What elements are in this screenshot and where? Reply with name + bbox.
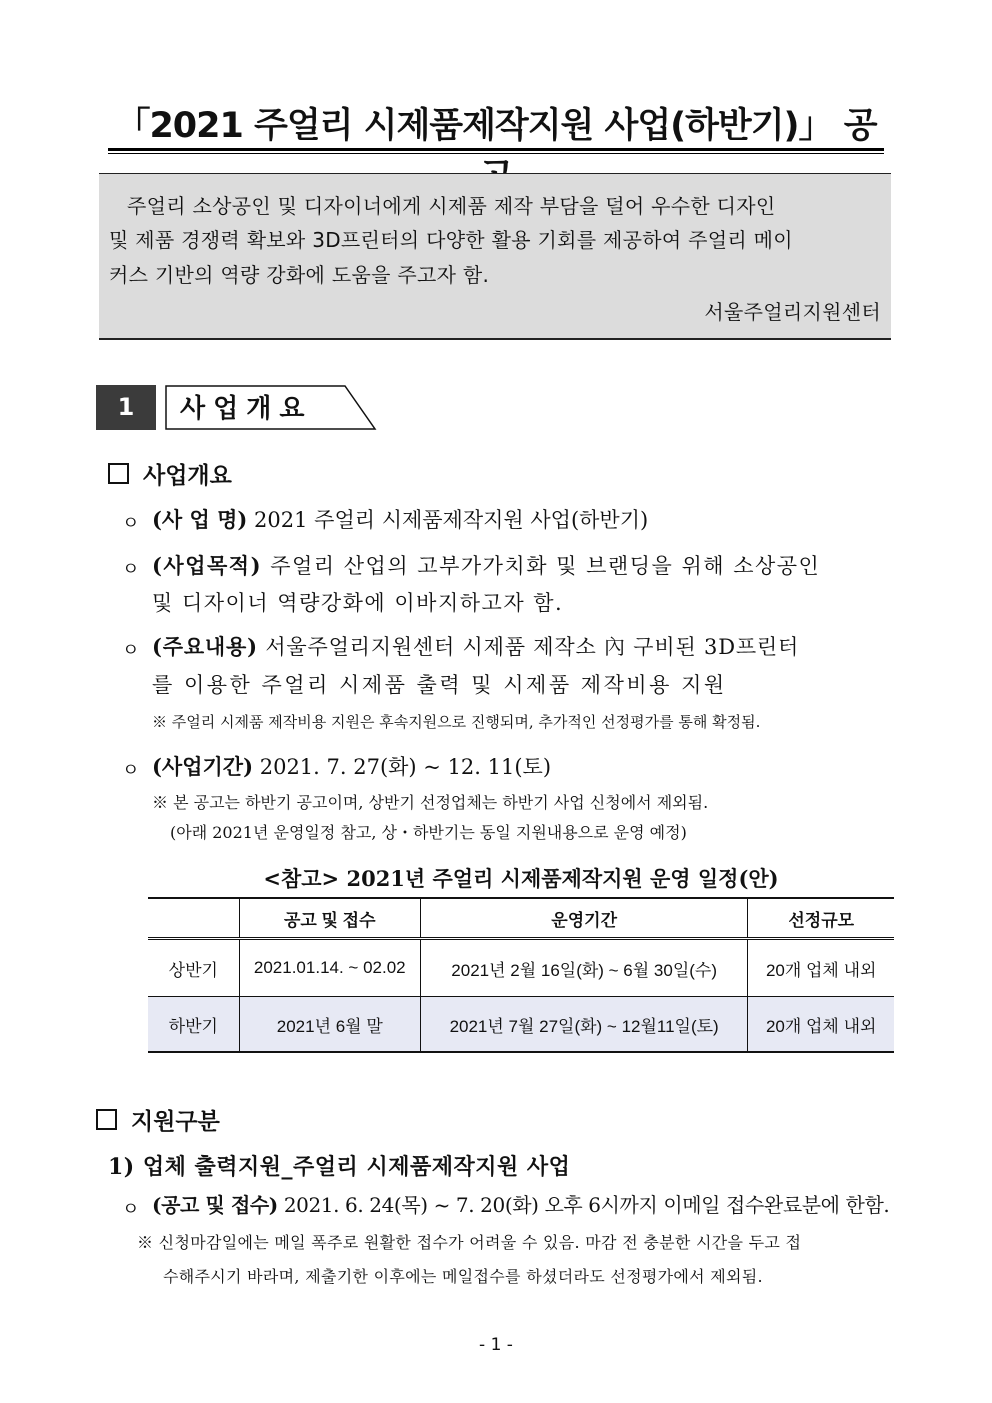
table-header-cell — [148, 898, 239, 939]
table-cell: 상반기 — [148, 939, 239, 997]
page-number: - 1 - — [479, 1335, 513, 1355]
support-subheading: 1) 업체 출력지원_주얼리 시제품제작지원 사업 — [108, 1154, 571, 1180]
table-cell: 하반기 — [148, 997, 239, 1053]
checkbox-square-icon — [96, 1109, 117, 1130]
schedule-table — [148, 897, 894, 1053]
table-row — [148, 939, 894, 997]
table-cell: 2021년 6월 말 — [239, 997, 420, 1053]
support-note-line-2: 수해주시기 바라며, 제출기한 이후에는 메일접수를 하셨더라도 선정평가에서 제외됨. — [163, 1267, 763, 1286]
title-underline-thin — [108, 153, 884, 154]
table-header-cell: 운영기간 — [420, 898, 747, 939]
bullet-icon: ㅇ — [122, 513, 140, 534]
section-label: 사업개요 — [180, 394, 313, 424]
table-cell: 20개 업체 내외 — [748, 997, 894, 1053]
bullet-icon: ㅇ — [122, 559, 140, 580]
bullet-icon: ㅇ — [122, 1199, 140, 1220]
schedule-table-title: <참고> 2021년 주얼리 시제품제작지원 운영 일정(안) — [263, 866, 779, 891]
section-number-badge: 1 — [96, 385, 156, 430]
overview-item-purpose: (사업목적) 주얼리 산업의 고부가가치화 및 브랜딩을 위해 소상공인 — [152, 553, 821, 578]
summary-line-1: 주얼리 소상공인 및 디자이너에게 시제품 제작 부담을 덜어 우수한 디자인 — [127, 194, 776, 218]
overview-item-purpose-cont: 및 디자이너 역량강화에 이바지하고자 함. — [152, 591, 564, 615]
table-cell: 2021년 2월 16일(화) ~ 6월 30일(수) — [420, 939, 747, 997]
support-heading: 지원구분 — [96, 1103, 220, 1136]
summary-line-3: 커스 기반의 역량 강화에 도움을 주고자 함. — [109, 263, 490, 287]
table-cell: 2021.01.14. ~ 02.02 — [239, 939, 420, 997]
overview-heading: 사업개요 — [108, 457, 232, 490]
table-header-cell: 선정규모 — [748, 898, 894, 939]
summary-line-2: 및 제품 경쟁력 확보와 3D프린터의 다양한 활용 기회를 제공하여 주얼리 메이 — [109, 228, 793, 252]
table-cell: 20개 업체 내외 — [748, 939, 894, 997]
table-header-cell: 공고 및 접수 — [239, 898, 420, 939]
overview-item-period: (사업기간) 2021. 7. 27(화) ~ 12. 11(토) — [152, 754, 552, 779]
overview-item-content-note: ※ 주얼리 시제품 제작비용 지원은 후속지원으로 진행되며, 추가적인 선정평가를 통해 확정됨. — [152, 713, 761, 731]
overview-item-content: (주요내용) 서울주얼리지원센터 시제품 제작소 內 구비된 3D프린터 — [152, 634, 800, 659]
support-note-line-1: ※ 신청마감일에는 메일 폭주로 원활한 접수가 어려울 수 있음. 마감 전 충분한 시간을 두고 접 — [137, 1233, 802, 1252]
overview-item-name: (사 업 명) 2021 주얼리 시제품제작지원 사업(하반기) — [152, 507, 649, 532]
title-underline-thick — [108, 148, 884, 151]
summary-organization: 서울주얼리지원센터 — [704, 300, 881, 324]
checkbox-square-icon — [108, 463, 129, 484]
overview-item-period-note: ※ 본 공고는 하반기 공고이며, 상반기 선정업체는 하반기 사업 신청에서 제외됨. — [152, 793, 709, 812]
overview-item-period-note2: (아래 2021년 운영일정 참고, 상・하반기는 동일 지원내용으로 운영 예정) — [170, 823, 687, 842]
support-item-application: (공고 및 접수) 2021. 6. 24(목) ~ 7. 20(화) 오후 6시까지 이메일 접수완료분에 한함. — [152, 1193, 890, 1217]
overview-item-content-cont: 를 이용한 주얼리 시제품 출력 및 시제품 제작비용 지원 — [152, 673, 727, 697]
bullet-icon: ㅇ — [122, 640, 140, 661]
table-header-row — [148, 898, 894, 939]
bullet-icon: ㅇ — [122, 760, 140, 781]
document-title: 「2021 주얼리 시제품제작지원 사업(하반기)」 공 — [115, 106, 877, 146]
table-cell: 2021년 7월 27일(화) ~ 12월11일(토) — [420, 997, 747, 1053]
summary-box — [99, 173, 891, 340]
table-row — [148, 997, 894, 1053]
